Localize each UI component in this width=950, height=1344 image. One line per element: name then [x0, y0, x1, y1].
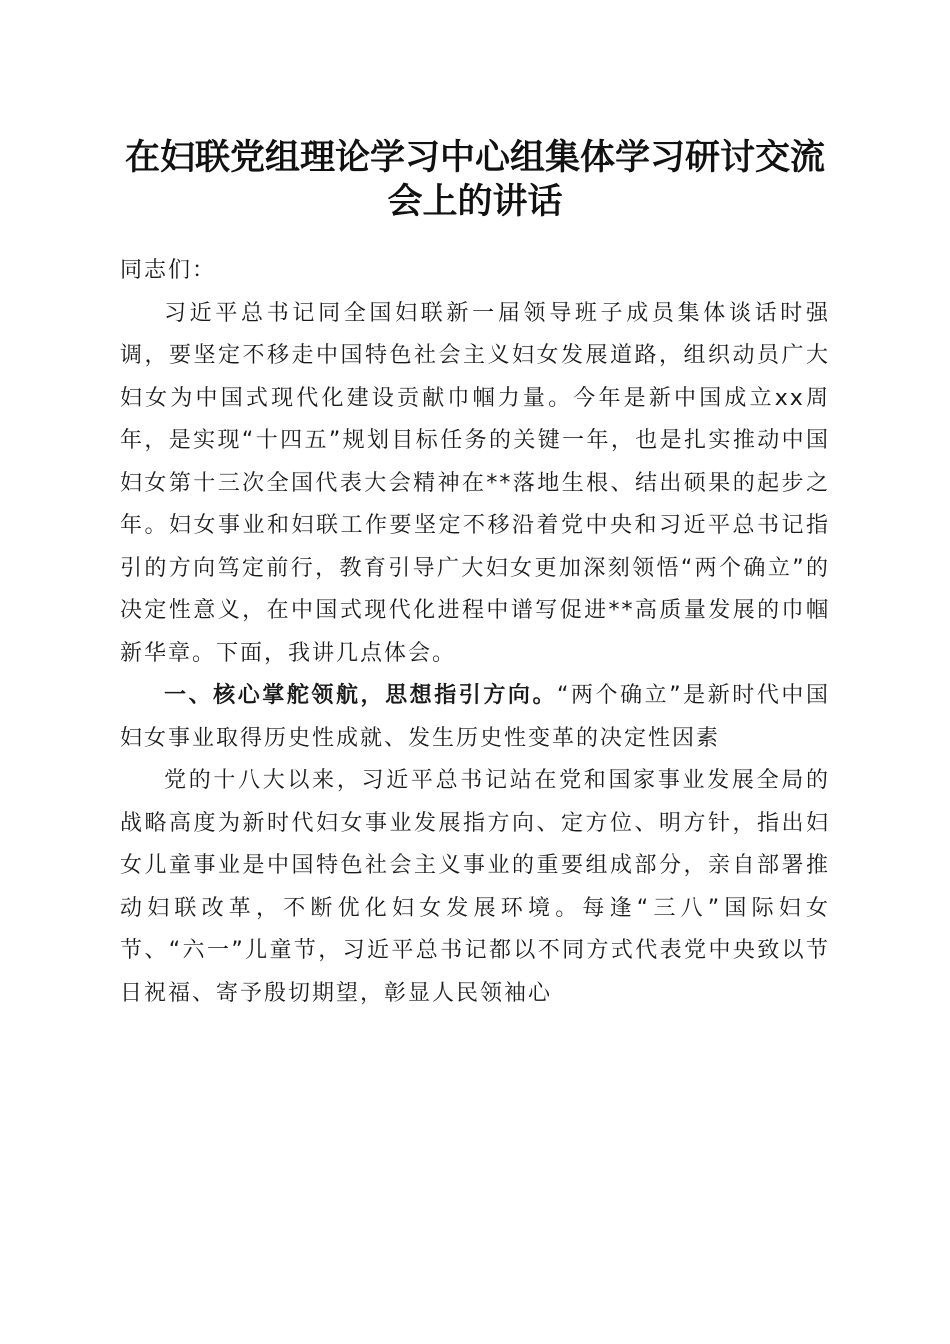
paragraph-section-1-body: 党的十八大以来，习近平总书记站在党和国家事业发展全局的战略高度为新时代妇女事业发展指方向、定方位、明方针，指出妇女儿童事业是中国特色社会主义事业的重要组成部分，亲自部署推动妇联改革，不断优化妇女发展环境。每逢“三八”国际妇女节、“六一”儿童节，习近平总书记都以不同方式代表党中央致以节日祝福、寄予殷切期望，彰显人民领袖心: [120, 768, 830, 1006]
document-title: [90, 136, 860, 224]
document-body: [120, 250, 830, 1015]
salutation: 同志们：: [120, 258, 217, 283]
section-1-text: “两个确立”是新时代中国妇女事业取得历史性成就、发生历史性变革的决定性因素: [120, 683, 830, 751]
section-1-paragraph: [120, 675, 830, 760]
section-1-heading: 一、核心掌舵领航，思想指引方向。: [164, 683, 558, 708]
title-line-1: 在妇联党组理论学习中心组集体学习研讨交流: [124, 137, 825, 178]
title-line-2: 会上的讲话: [387, 181, 563, 222]
paragraph-intro: 习近平总书记同全国妇联新一届领导班子成员集体谈话时强调，要坚定不移走中国特色社会主义妇女发展道路，组织动员广大妇女为中国式现代化建设贡献巾帼力量。今年是新中国成立xx周年，是实现“十四五”规划目标任务的关键一年，也是扎实推动中国妇女第十三次全国代表大会精神在**落地生根、结出硕果的起步之年。妇女事业和妇联工作要坚定不移沿着党中央和习近平总书记指引的方向笃定前行，教育引导广大妇女更加深刻领悟“两个确立”的决定性意义，在中国式现代化进程中谱写促进**高质量发展的巾帼新华章。下面，我讲几点体会。: [120, 300, 830, 666]
